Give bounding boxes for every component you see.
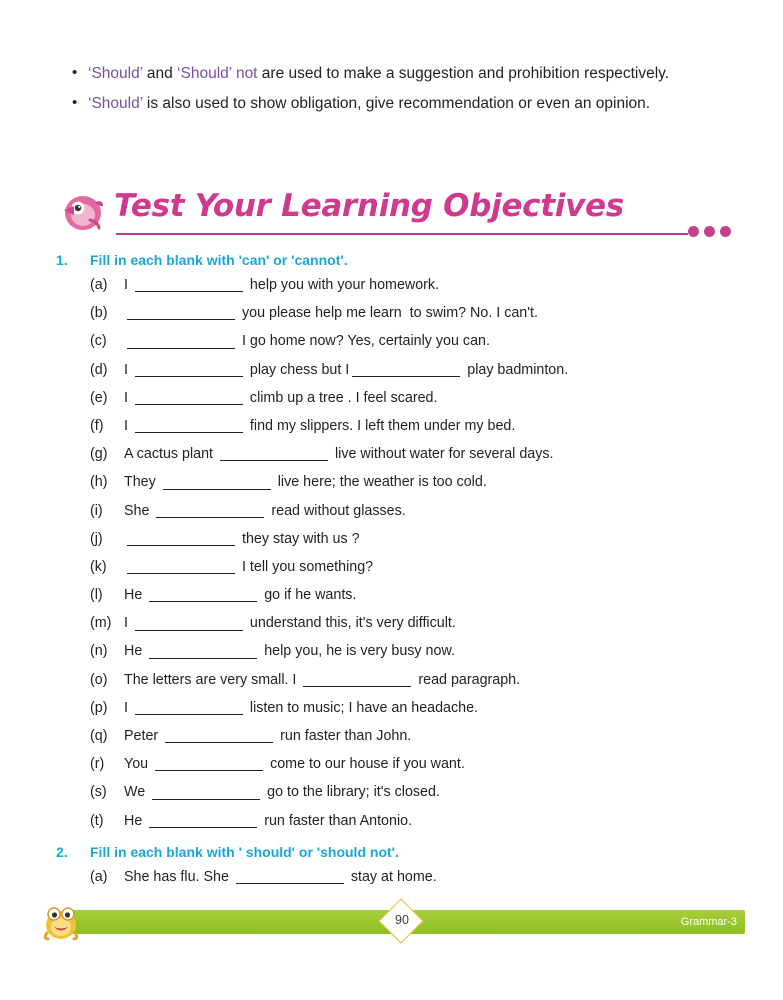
intro-bullet-text: [88, 62, 722, 86]
page-footer: [38, 908, 745, 936]
exercise-item-label: (j): [90, 530, 103, 547]
item-text-before: The letters are very small. I: [124, 671, 301, 688]
exercise-item: [56, 870, 736, 898]
item-text-after: stay at home.: [346, 869, 437, 885]
exercise-item: [56, 532, 736, 560]
item-text-after: they stay with us ?: [238, 530, 360, 547]
exercise-item: [56, 334, 736, 362]
fill-in-blank[interactable]: [127, 561, 235, 574]
fill-in-blank[interactable]: [156, 505, 264, 518]
exercise-item: [56, 644, 736, 672]
item-text-after: live without water for several days.: [331, 446, 554, 463]
fill-in-blank[interactable]: [163, 477, 271, 490]
exercise-item-text: [124, 785, 736, 799]
monster-mascot-icon: [38, 899, 84, 941]
item-text-before: You: [124, 756, 153, 773]
intro-bullet-list: [72, 62, 722, 121]
exercise-item: [56, 306, 736, 334]
exercise-item-text: [124, 532, 736, 546]
exercise-item-text: [124, 729, 736, 743]
item-text-before: I: [124, 417, 132, 434]
exercise-item-text: [124, 560, 736, 574]
exercise-item: [56, 616, 736, 644]
exercise-1-header: [56, 252, 736, 268]
exercise-item-label: (k): [90, 558, 107, 575]
exercise-item-text: [124, 814, 736, 828]
body-text: are used to make a suggestion and prohibition respectively.: [257, 65, 670, 82]
exercise-2-header: [56, 844, 736, 860]
exercise-item-text: [124, 334, 736, 348]
section-heading: [62, 188, 722, 248]
exercise-item: [56, 701, 736, 729]
exercise-item: [56, 588, 736, 616]
exercise-item-text: [124, 644, 736, 658]
item-text-before: I: [124, 361, 132, 378]
bullet-dot-icon: •: [72, 93, 78, 111]
item-text-before: I: [124, 277, 132, 293]
item-text-before: They: [124, 474, 160, 491]
exercise-item-label: (a): [90, 869, 108, 885]
heading-rule: [116, 233, 688, 235]
exercise-item: [56, 757, 736, 785]
exercise-item: [56, 475, 736, 503]
intro-bullet-text: [88, 92, 722, 116]
intro-bullet: [72, 92, 722, 116]
fill-in-blank[interactable]: [135, 702, 243, 715]
fill-in-blank[interactable]: [135, 618, 243, 631]
keyword-text: ‘Should’: [88, 65, 143, 82]
exercise-item-text: [124, 306, 736, 320]
exercise-item-label: (i): [90, 502, 103, 519]
item-text-before: She has flu. She: [124, 869, 233, 885]
exercise-item-text: [124, 475, 736, 489]
fill-in-blank[interactable]: [220, 448, 328, 461]
section-heading-title: Test Your Learning Objectives: [114, 188, 624, 224]
exercise-item: [56, 785, 736, 813]
exercise-item: [56, 447, 736, 475]
item-text-after: help you with your homework.: [245, 277, 440, 293]
fill-in-blank[interactable]: [152, 787, 260, 800]
exercise-item-text: [124, 447, 736, 461]
item-text-after: come to our house if you want.: [266, 756, 465, 773]
keyword-text: ‘Should’: [88, 94, 143, 112]
keyword-text: ‘Should’ not: [177, 65, 258, 82]
item-text-before: I: [124, 389, 132, 406]
fill-in-blank[interactable]: [165, 730, 273, 743]
exercise-item-text: [124, 870, 736, 884]
exercise-item-label: (h): [90, 474, 108, 491]
exercise-2-title: Fill in each blank with ' should' or 'should not'.: [90, 844, 399, 860]
exercise-item-label: (e): [90, 389, 108, 406]
item-text-after: I go home now? Yes, certainly you can.: [238, 333, 490, 350]
exercise-item-label: (c): [90, 333, 107, 350]
exercise-item-text: [124, 504, 736, 518]
exercise-item: [56, 729, 736, 757]
exercise-item: [56, 504, 736, 532]
exercise-item-label: (q): [90, 728, 108, 744]
exercise-item-label: (a): [90, 277, 108, 293]
exercise-item: [56, 673, 736, 701]
exercise-1-title: Fill in each blank with 'can' or 'cannot'.: [90, 252, 348, 268]
fill-in-blank[interactable]: [127, 307, 235, 320]
item-text-before: I: [124, 699, 132, 716]
bullet-dot-icon: •: [72, 64, 78, 81]
exercise-item-label: (p): [90, 699, 108, 716]
item-text-after: find my slippers. I left them under my bed.: [245, 417, 516, 434]
exercise-item-text: [124, 673, 736, 687]
fill-in-blank[interactable]: [135, 279, 243, 292]
exercise-2-number: 2.: [56, 844, 68, 860]
item-text-after: live here; the weather is too cold.: [273, 474, 487, 491]
fill-in-blank[interactable]: [352, 364, 460, 377]
item-text-after: go to the library; it's closed.: [263, 784, 440, 801]
item-text-after: climb up a tree . I feel scared.: [245, 389, 438, 406]
exercise-item-text: [124, 588, 736, 602]
item-text-before: Peter: [124, 728, 163, 744]
item-text-after: understand this, it's very difficult.: [245, 615, 456, 632]
fill-in-blank[interactable]: [135, 392, 243, 405]
fill-in-blank[interactable]: [135, 364, 243, 377]
exercise-item-label: (f): [90, 417, 104, 434]
exercise-2: [56, 844, 736, 898]
exercise-item-label: (s): [90, 784, 107, 801]
exercise-item-label: (m): [90, 615, 112, 632]
exercise-item-label: (n): [90, 643, 108, 660]
bird-mascot-icon: [62, 190, 106, 234]
item-text-after: read paragraph.: [414, 671, 521, 688]
item-text-before: She: [124, 502, 154, 519]
item-text-before: He: [124, 643, 147, 660]
three-dots-icon: [688, 226, 731, 237]
exercise-1-number: 1.: [56, 252, 68, 268]
exercise-item-label: (o): [90, 671, 108, 688]
item-text-after: run faster than John.: [276, 728, 412, 744]
exercise-1-items: [56, 278, 736, 842]
fill-in-blank[interactable]: [155, 758, 263, 771]
exercise-item-text: [124, 363, 736, 377]
exercise-item: [56, 419, 736, 447]
item-text-after: you please help me learn to swim? No. I can't.: [238, 305, 538, 322]
item-text-before: I: [124, 615, 132, 632]
fill-in-blank[interactable]: [149, 589, 257, 602]
body-text: and: [142, 65, 178, 82]
fill-in-blank[interactable]: [149, 646, 257, 659]
fill-in-blank[interactable]: [127, 336, 235, 349]
item-text-after: run faster than Antonio.: [260, 812, 413, 829]
page-number-badge: [379, 902, 425, 938]
item-text-after: play chess but I: [245, 361, 350, 378]
exercise-2-items: [56, 870, 736, 898]
item-text-after: go if he wants.: [260, 587, 357, 604]
exercise-item-text: [124, 616, 736, 630]
item-text-after: read without glasses.: [267, 502, 406, 519]
exercise-item-label: (l): [90, 587, 103, 604]
fill-in-blank[interactable]: [303, 674, 411, 687]
item-text-before: He: [124, 812, 147, 829]
fill-in-blank[interactable]: [127, 533, 235, 546]
item-text-before: He: [124, 587, 147, 604]
exercise-item: [56, 560, 736, 588]
exercise-item: [56, 391, 736, 419]
exercise-item-text: [124, 757, 736, 771]
exercise-item: [56, 363, 736, 391]
exercise-item-text: [124, 278, 736, 292]
exercise-item-text: [124, 701, 736, 715]
exercise-item-label: (r): [90, 756, 105, 773]
fill-in-blank[interactable]: [135, 420, 243, 433]
exercise-item-label: (d): [90, 361, 108, 378]
item-text-before: A cactus plant: [124, 446, 217, 463]
exercise-item-text: [124, 419, 736, 433]
footer-label: Grammar-3: [680, 916, 737, 928]
item-text-after: help you, he is very busy now.: [260, 643, 455, 660]
item-text-after-2: play badminton.: [463, 361, 569, 378]
item-text-after: listen to music; I have an headache.: [245, 699, 479, 716]
exercise-item-label: (t): [90, 812, 104, 829]
exercise-item-label: (g): [90, 446, 108, 463]
exercise-item: [56, 814, 736, 842]
item-text-before: We: [124, 784, 150, 801]
fill-in-blank[interactable]: [236, 871, 344, 884]
page-number: 90: [395, 913, 409, 927]
intro-bullet: [72, 62, 722, 86]
exercise-item: [56, 278, 736, 306]
fill-in-blank[interactable]: [149, 815, 257, 828]
body-text: is also used to show obligation, give recommendation or even an opinion.: [142, 94, 651, 112]
exercise-1: [56, 252, 736, 842]
exercise-item-text: [124, 391, 736, 405]
item-text-after: I tell you something?: [238, 558, 374, 575]
exercise-item-label: (b): [90, 305, 108, 322]
